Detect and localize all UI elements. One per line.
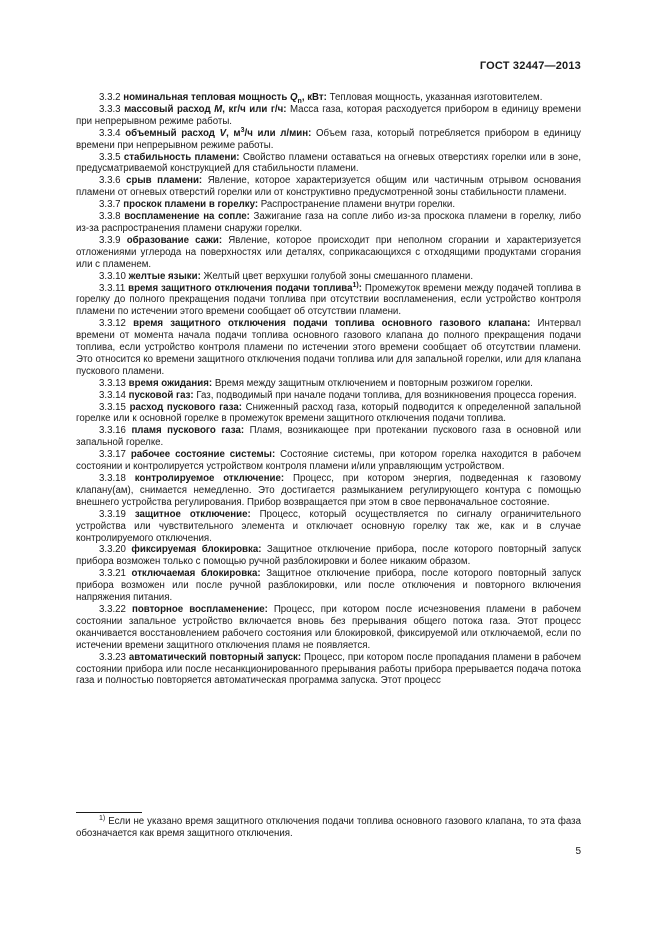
document-body	[76, 92, 581, 687]
term	[124, 104, 286, 115]
definition-text: Объем газа, который потребляется прибором в единицу времени при непрерывном режиме работы.	[76, 127, 581, 151]
definition-text: Желтый цвет верхушки голубой зоны смешанного пламени.	[200, 270, 474, 282]
document-header: ГОСТ 32447—2013	[479, 60, 581, 72]
term-part: 3	[240, 126, 245, 134]
term	[129, 271, 201, 282]
definition-text: Процесс, при котором после исчезновения пламени в рабочем состоянии запальное устройство включается вновь без прерывания общего потока газа. Этот процесс оканчивается восстановлением рабочего состояния или блокировкой, фиксируемой или отключаемой, если по истечении времени защитного отключения пламя не появляется.	[76, 603, 581, 651]
term-part: контролируемое отключение:	[134, 473, 285, 484]
definition-text: Масса газа, которая расходуется прибором в единицу времени при непрерывном режиме работы.	[76, 103, 581, 127]
term-part: пусковой газ:	[128, 389, 194, 401]
definition-paragraph	[76, 568, 581, 604]
definition-paragraph	[76, 235, 581, 271]
term-part: желтые языки:	[128, 270, 201, 282]
term	[126, 175, 202, 186]
clause-number: 3.3.4	[99, 127, 121, 139]
term	[133, 318, 530, 329]
definition-paragraph	[76, 283, 581, 319]
definition-paragraph	[76, 390, 581, 402]
term-part: M	[214, 103, 223, 115]
definition-paragraph	[76, 425, 581, 449]
term	[129, 652, 301, 663]
definition-paragraph	[76, 402, 581, 426]
term-part: Q	[289, 92, 298, 103]
definition-paragraph	[76, 378, 581, 390]
footnote-text: Если не указано время защитного отключения подачи топлива основного газового клапана, то эта фаза обозначается как время защитного отключения.	[76, 816, 581, 839]
term	[125, 128, 311, 139]
definition-paragraph	[76, 604, 581, 652]
definition-text: Зажигание газа на сопле либо из-за проскока пламени в горелку, либо из-за распространения пламени снаружи горелки.	[76, 211, 581, 234]
term-part: фиксируемая блокировка:	[131, 544, 262, 556]
clause-number: 3.3.19	[99, 508, 126, 520]
term	[132, 604, 268, 615]
definition-text: Явление, которое происходит при неполном сгорании и характеризуется отложениями углерода на поверхностях или деталях, соприкасающихся с отходящими продуктами сгорания или с пламенем.	[76, 234, 581, 270]
definition-text: Процесс, при котором энергия, подведенная к газовому клапану(ам), снимается немедленно. Это достигается размыканием регулирующего контура с помощью внешнего устройства регулирования. Прибор возвращается при этом в свое первоначальное состояние.	[76, 473, 581, 508]
clause-number: 3.3.9	[99, 234, 121, 246]
definition-paragraph	[76, 175, 581, 199]
term-part: стабильность пламени:	[123, 151, 240, 163]
footnote-marker: 1)	[99, 814, 106, 822]
clause-number: 3.3.3	[99, 103, 121, 115]
definition-text: Промежуток времени между подачей топлива в горелку до полного прекращения подачи топлива при отсутствии воспламенения, если устройство контроля пламени по истечении этого времени сообщает об отсутствии пламени.	[76, 282, 581, 318]
definition-text: Пламя, возникающее при протекании пускового газа в основной или запальной горелке.	[76, 425, 581, 449]
term	[132, 568, 261, 579]
definition-text: Явление, которое характеризуется общим или частичным отрывом основания пламени от огневых отверстий горелки или от конструктивно предусмотренной зоны стабильности пламени.	[76, 175, 581, 199]
definition-paragraph	[76, 473, 581, 509]
definition-paragraph	[76, 509, 581, 545]
term-part: автоматический повторный запуск:	[128, 651, 302, 663]
term-part: образование сажи:	[126, 234, 223, 246]
term-part: воспламенение на сопле:	[124, 211, 250, 223]
term-part: отключаемая блокировка:	[131, 568, 261, 580]
term-part: n	[297, 97, 302, 105]
definition-text: Время между защитным отключением и повторным розжигом горелки.	[212, 377, 533, 389]
definition-paragraph	[76, 104, 581, 128]
term-part: защитное отключение:	[134, 508, 251, 520]
clause-number: 3.3.13	[99, 377, 126, 389]
definition-paragraph	[76, 318, 581, 378]
definition-text: Газ, подводимый при начале подачи топлива, для возникновения процесса горения.	[193, 389, 577, 401]
term	[135, 509, 251, 520]
definition-text: Процесс, который осуществляется по сигналу ограничительного устройства или чувствительного элемента и отключает основную горелку так же, как и в случае контролируемого отключения.	[76, 508, 581, 544]
term-part: V	[219, 127, 227, 139]
clause-number: 3.3.18	[99, 473, 126, 484]
footnote-divider	[76, 812, 142, 813]
definition-text: Интервал времени от момента начала подачи топлива основного газового клапана до полного прекращения подачи топлива, если устройство контроля пламени по истечении этого времени сообщает об отсутствии пламени. Это относится ко времени защитного отключения подачи топлива или для запальной горелки, или для клапана пускового пламени.	[76, 318, 581, 377]
term	[129, 378, 212, 389]
term-part: номинальная тепловая мощность	[123, 92, 290, 103]
term	[128, 283, 362, 294]
term	[127, 235, 222, 246]
clause-number: 3.3.23	[99, 651, 126, 663]
footnote	[76, 816, 581, 840]
clause-number: 3.3.16	[99, 425, 126, 437]
term	[130, 402, 242, 413]
definition-text: Сниженный расход газа, который подводится к определенной запальной горелке или к основной горелке в промежуток времени защитного отключения подачи топлива.	[76, 401, 581, 425]
term	[124, 211, 250, 222]
term	[131, 449, 275, 460]
term-part: , м	[226, 127, 241, 139]
definition-text: Защитное отключение прибора, после которого повторный запуск прибора возможен или после ручной разблокировки, или после отключения и повторного включения напряжения питания.	[76, 568, 581, 604]
definition-paragraph	[76, 271, 581, 283]
term-part: время защитного отключения подачи топлива	[128, 282, 353, 294]
definition-paragraph	[76, 152, 581, 176]
clause-number: 3.3.15	[99, 401, 126, 413]
clause-number: 3.3.6	[99, 175, 121, 187]
clause-number: 3.3.11	[99, 282, 126, 294]
clause-number: 3.3.8	[99, 211, 121, 223]
definition-text: Распространение пламени внутри горелки.	[258, 199, 456, 211]
definition-text: Процесс, при котором после пропадания пламени в рабочем состоянии прибора или после несанкционированного прерывания работы прибора прерывается подача потока газа и полностью повторяется автоматическая программа запуска. Этот процесс	[76, 651, 581, 687]
page-number: 5	[575, 846, 581, 857]
clause-number: 3.3.12	[99, 318, 126, 330]
definition-text: Тепловая мощность, указанная изготовителем.	[326, 92, 543, 103]
clause-number: 3.3.20	[99, 544, 126, 556]
term-part: объемный расход	[125, 127, 220, 139]
term	[135, 473, 284, 484]
term-part: 1)	[352, 281, 359, 289]
term	[131, 425, 244, 436]
definition-text: Состояние системы, при котором горелка находится в рабочем состоянии и контролируется устройством контроля пламени и/или управляющим устройством.	[76, 449, 581, 473]
term-part: проскок пламени в горелку:	[123, 199, 259, 211]
term-part: расход пускового газа:	[129, 401, 242, 413]
definition-text: Защитное отключение прибора, после которого повторный запуск прибора возможен только с помощью ручной разблокировки и более никаким образом.	[76, 544, 581, 568]
definition-text: Свойство пламени оставаться на огневых отверстиях горелки или в зоне, предусматриваемой конструкцией для стабильности пламени.	[76, 151, 582, 175]
definition-paragraph	[76, 199, 581, 211]
term-part: :	[358, 282, 362, 294]
clause-number: 3.3.10	[99, 270, 126, 282]
term-part: , кг/ч или г/ч:	[222, 103, 287, 115]
term-part: повторное воспламенение:	[131, 603, 268, 615]
term	[123, 92, 327, 103]
term	[123, 199, 258, 210]
term-part: срыв пламени:	[126, 175, 203, 187]
term-part: время защитного отключения подачи топлива основного газового клапана:	[133, 318, 531, 330]
term-part: , кВт:	[301, 92, 327, 103]
term-part: рабочее состояние системы:	[130, 449, 276, 461]
clause-number: 3.3.22	[99, 603, 126, 615]
term-part: /ч или л/мин:	[244, 127, 312, 139]
clause-number: 3.3.21	[99, 568, 126, 580]
definition-paragraph	[76, 652, 581, 688]
definition-paragraph	[76, 92, 581, 104]
definition-paragraph	[76, 211, 581, 235]
clause-number: 3.3.17	[99, 449, 126, 461]
clause-number: 3.3.5	[99, 151, 121, 163]
clause-number: 3.3.7	[99, 199, 121, 211]
term-part: время ожидания:	[128, 377, 213, 389]
definition-paragraph	[76, 544, 581, 568]
term	[131, 544, 261, 555]
term	[129, 390, 194, 401]
term-part: массовый расход	[124, 103, 215, 115]
term-part: пламя пускового газа:	[131, 425, 245, 437]
definition-paragraph	[76, 449, 581, 473]
definition-paragraph	[76, 128, 581, 152]
clause-number: 3.3.2	[99, 92, 121, 103]
clause-number: 3.3.14	[99, 389, 126, 401]
term	[124, 152, 240, 163]
